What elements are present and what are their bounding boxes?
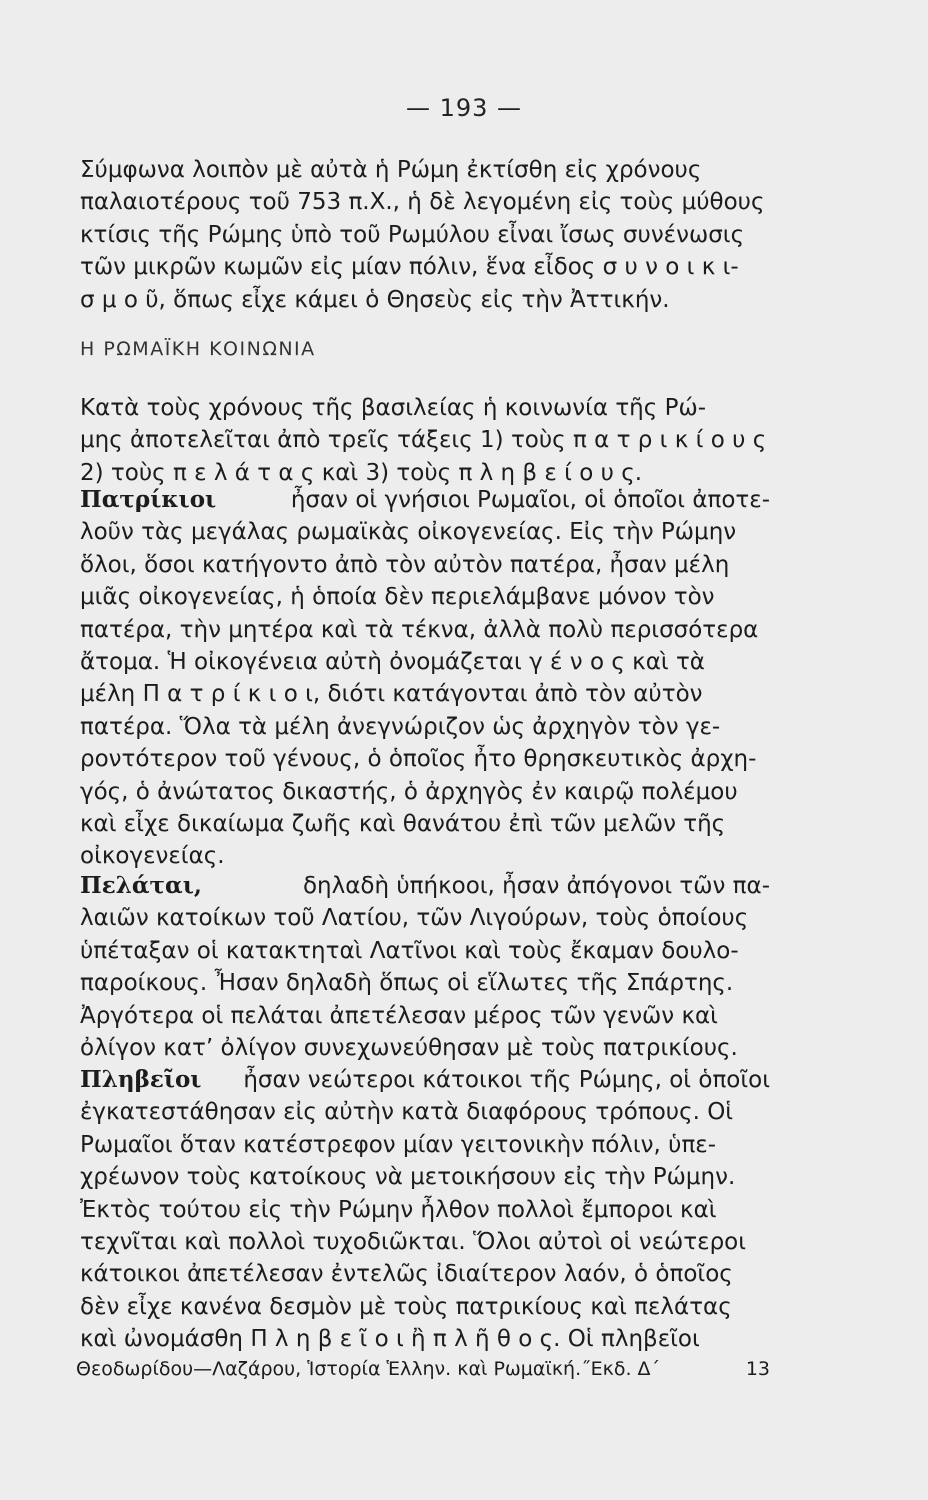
text-line <box>80 1064 770 1096</box>
paragraph-clients <box>80 870 770 1064</box>
text-line: τεχνῖται καὶ πολλοὶ τυχοδιῶκται. Ὅλοι αὐτοὶ οἱ νεώτεροι <box>80 1228 747 1255</box>
page-number: — 193 — <box>405 94 523 122</box>
paragraph-plebeians <box>80 1064 770 1356</box>
line-rest: ἦσαν οἱ γνήσιοι Ρωμαῖοι, οἱ ὁποῖοι ἀποτε- <box>290 487 770 513</box>
text-line: οἰκογενείας. <box>80 843 225 870</box>
text-line: ἐγκατεστάθησαν εἰς αὐτὴν κατὰ διαφόρους τρόπους. Οἱ <box>80 1099 734 1126</box>
text-line: πατέρα. Ὅλα τὰ μέλη ἀνεγνώριζον ὡς ἀρχηγὸν τὸν γε- <box>80 713 721 740</box>
text-line: καὶ εἶχε δικαίωμα ζωῆς καὶ θανάτου ἐπὶ τῶν μελῶν τῆς <box>80 810 726 837</box>
footer-citation: Θεοδωρίδου—Λαζάρου, Ἱστορία Ἑλλην. καὶ Ρωμαϊκή.˝Εκδ. Δ΄ <box>76 1358 661 1380</box>
text-line: ἄτομα. Ἡ οἰκογένεια αὐτὴ ὀνομάζεται γ έ ν ο ς καὶ τὰ <box>80 648 705 675</box>
section-heading: Η ΡΩΜΑΪΚΗ ΚΟΙΝΩΝΙΑ <box>80 338 316 360</box>
term-plebeians: Πληβεῖοι <box>80 1066 202 1093</box>
footer-signature: 13 <box>745 1358 770 1380</box>
text-line: ὅλοι, ὅσοι κατήγοντο ἀπὸ τὸν αὐτὸν πατέρα, ἦσαν μέλη <box>80 551 730 578</box>
text-line: Κατὰ τοὺς χρόνους τῆς βασιλείας ἡ κοινωνία τῆς Ρώ- <box>80 395 706 421</box>
text-line: σ μ ο ῦ, ὅπως εἶχε κάμει ὁ Θησεὺς εἰς τὴν Ἀττικήν. <box>80 286 670 313</box>
text-line: ὑπέταξαν οἱ κατακτηταὶ Λατῖνοι καὶ τοὺς ἔκαμαν δουλο- <box>80 937 739 964</box>
text-line: ροντότερον τοῦ γένους, ὁ ὁποῖος ἦτο θρησκευτικὸς ἀρχη- <box>80 746 757 773</box>
text-line <box>80 870 770 902</box>
text-line: μης ἀποτελεῖται ἀπὸ τρεῖς τάξεις 1) τοὺς π α τ ρ ι κ ί ο υ ς <box>80 427 767 454</box>
term-patricians: Πατρίκιοι <box>80 486 217 513</box>
page-footer <box>76 1358 770 1380</box>
text-line: πατέρα, τὴν μητέρα καὶ τὰ τέκνα, ἀλλὰ πολὺ περισσότερα <box>80 616 759 643</box>
text-line: κτίσις τῆς Ρώμης ὑπὸ τοῦ Ρωμύλου εἶναι ἴσως συνένωσις <box>80 221 745 248</box>
text-line: τῶν μικρῶν κωμῶν εἰς μίαν πόλιν, ἕνα εἶδος σ υ ν ο ι κ ι- <box>80 254 739 281</box>
term-clients: Πελάται, <box>80 872 202 899</box>
text-line: καὶ ὠνομάσθη Π λ η β ε ῖ ο ι ἢ π λ ῆ θ ο ς. Οἱ πληβεῖοι <box>80 1326 700 1353</box>
line-rest: δηλαδὴ ὑπήκοοι, ἦσαν ἀπόγονοι τῶν πα- <box>302 873 770 899</box>
text-line: λαιῶν κατοίκων τοῦ Λατίου, τῶν Λιγούρων, τοὺς ὁποίους <box>80 905 749 932</box>
text-line: χρέωνον τοὺς κατοίκους νὰ μετοικήσουν εἰς τὴν Ρώμην. <box>80 1164 736 1191</box>
text-line <box>80 484 770 516</box>
text-line: μέλη Π α τ ρ ί κ ι ο ι, διότι κατάγονται ἀπὸ τὸν αὐτὸν <box>80 681 703 708</box>
line-rest: ἦσαν νεώτεροι κάτοικοι τῆς Ρώμης, οἱ ὁποῖοι <box>243 1067 770 1093</box>
text-line: Σύμφωνα λοιπὸν μὲ αὐτὰ ἡ Ρώμη ἐκτίσθη εἰς χρόνους <box>80 157 702 183</box>
paragraph-patricians <box>80 484 770 873</box>
paragraph-classes <box>80 392 770 489</box>
text-line: μιᾶς οἰκογενείας, ἡ ὁποία δὲν περιελάμβανε μόνον τὸν <box>80 584 715 611</box>
text-line: δὲν εἶχε κανένα δεσμὸν μὲ τοὺς πατρικίους καὶ πελάτας <box>80 1293 732 1320</box>
text-line: λοῦν τὰς μεγάλας ρωμαϊκὰς οἰκογενείας. Εἰς τὴν Ρώμην <box>80 519 737 546</box>
text-line: 2) τοὺς π ε λ ά τ α ς καὶ 3) τοὺς π λ η β ε ί ο υ ς. <box>80 459 643 486</box>
text-line: κάτοικοι ἀπετέλεσαν ἐντελῶς ἰδιαίτερον λαόν, ὁ ὁποῖος <box>80 1261 733 1288</box>
text-line: Ἐκτὸς τούτου εἰς τὴν Ρώμην ἦλθον πολλοὶ ἔμποροι καὶ <box>80 1196 717 1223</box>
paragraph-intro <box>80 154 770 316</box>
text-line: γός, ὁ ἀνώτατος δικαστής, ὁ ἀρχηγὸς ἐν καιρῷ πολέμου <box>80 778 738 805</box>
text-line: ὀλίγον κατ’ ὀλίγον συνεχωνεύθησαν μὲ τοὺς πατρικίους. <box>80 1034 738 1061</box>
text-line: παροίκους. Ἦσαν δηλαδὴ ὅπως οἱ εἵλωτες τῆς Σπάρτης. <box>80 970 734 997</box>
text-line: παλαιοτέρους τοῦ 753 π.Χ., ἡ δὲ λεγομένη εἰς τοὺς μύθους <box>80 189 765 216</box>
text-line: Ἀργότερα οἱ πελάται ἀπετέλεσαν μέρος τῶν γενῶν καὶ <box>80 1002 718 1029</box>
text-line: Ρωμαῖοι ὅταν κατέστρεφον μίαν γειτονικὴν πόλιν, ὑπε- <box>80 1131 717 1158</box>
